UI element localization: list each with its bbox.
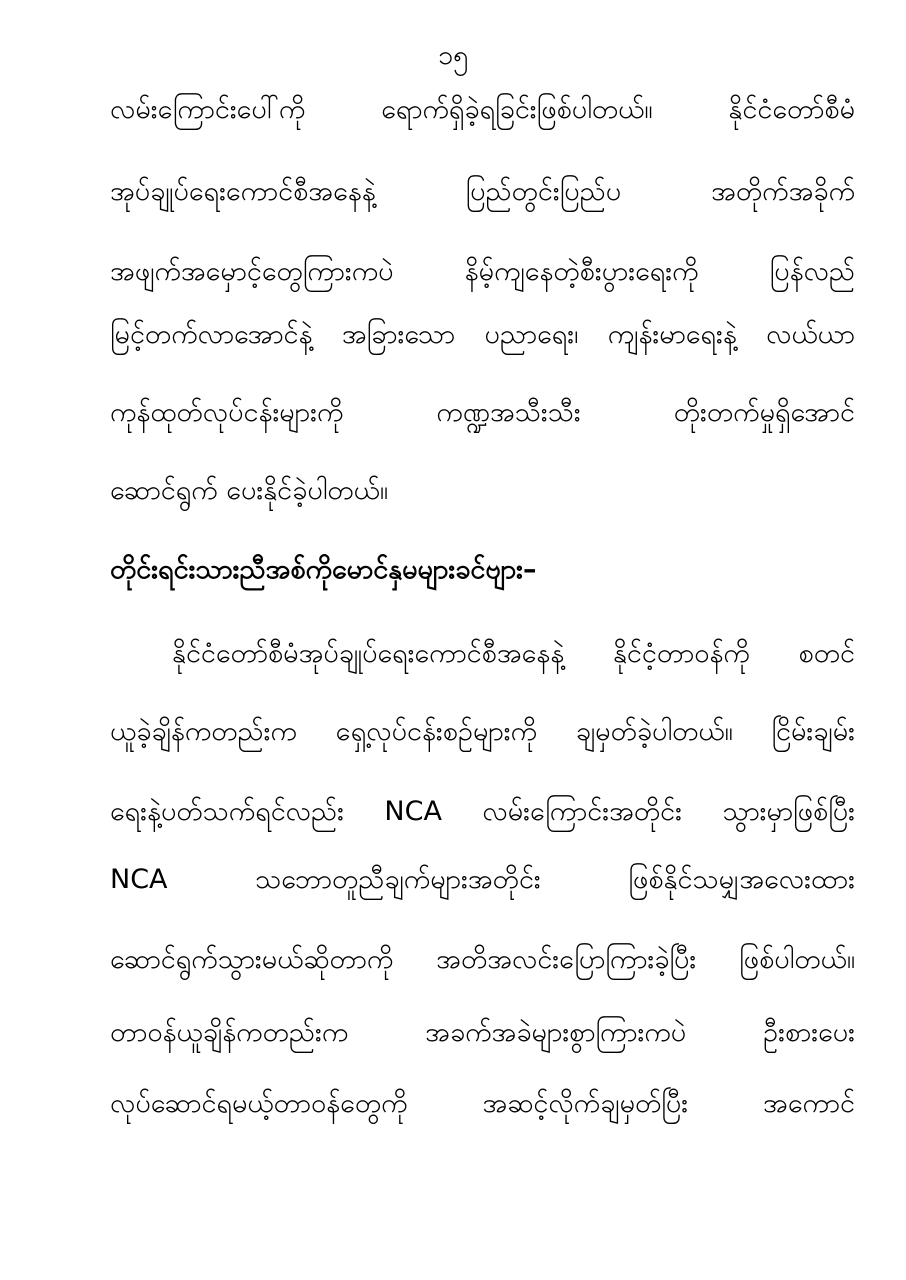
paragraph-line: NCA သဘောတူညီချက်များအတိုင်း ဖြစ်နိုင်သမျှအလေးထား [110,864,855,895]
paragraph-line: နိုင်ငံတော်စီမံအုပ်ချုပ်ရေးကောင်စီအနေနဲ့ နိုင်ငံ့တာဝန်ကို စတင် [172,638,855,669]
paragraph-line: အုပ်ချုပ်ရေးကောင်စီအနေနဲ့ ပြည်တွင်းပြည်ပ အတိုက်အခိုက် [110,176,855,207]
page-number: ၁၅ [437,40,469,71]
paragraph-line: ကုန်ထုတ်လုပ်ငန်းများကို ကဏ္ဍအသီးသီး တိုးတက်မှုရှိအောင် [110,397,855,428]
paragraph-line: မြင့်တက်လာအောင်နဲ့ အခြားသော ပညာရေး၊ ကျန်းမာရေးနဲ့ လယ်ယာ [110,319,855,350]
paragraph-line: အဖျက်အမှောင့်တွေကြားကပဲ နိမ့်ကျနေတဲ့စီးပွားရေးကို ပြန်လည် [110,256,855,287]
paragraph-line: ဆောင်ရွက် ပေးနိုင်ခဲ့ပါတယ်။ [110,475,389,506]
paragraph-line: ယူခဲ့ချိန်ကတည်းက ရှေ့လုပ်ငန်းစဉ်များကို ချမှတ်ခဲ့ပါတယ်။ ငြိမ်းချမ်း [110,716,855,747]
section-heading: တိုင်းရင်းသားညီအစ်ကိုမောင်နှမများခင်ဗျား– [110,554,537,585]
paragraph-line: ဆောင်ရွက်သွားမယ်ဆိုတာကို အတိအလင်းပြောကြားခဲ့ပြီး ဖြစ်ပါတယ်။ [110,944,855,975]
paragraph-line: လမ်းကြောင်းပေါ်ကို ရောက်ရှိခဲ့ရခြင်းဖြစ်ပါတယ်။ နိုင်ငံတော်စီမံ [110,94,855,125]
paragraph-line: တာဝန်ယူချိန်ကတည်းက အခက်အခဲများစွာကြားကပဲ ဦးစားပေး [110,1017,855,1048]
paragraph-line: လုပ်ဆောင်ရမယ့်တာဝန်တွေကို အဆင့်လိုက်ချမှတ်ပြီး အကောင် [110,1088,855,1119]
paragraph-line: ရေးနဲ့ပတ်သက်ရင်လည်း NCA လမ်းကြောင်းအတိုင်း သွားမှာဖြစ်ပြီး [110,796,855,827]
